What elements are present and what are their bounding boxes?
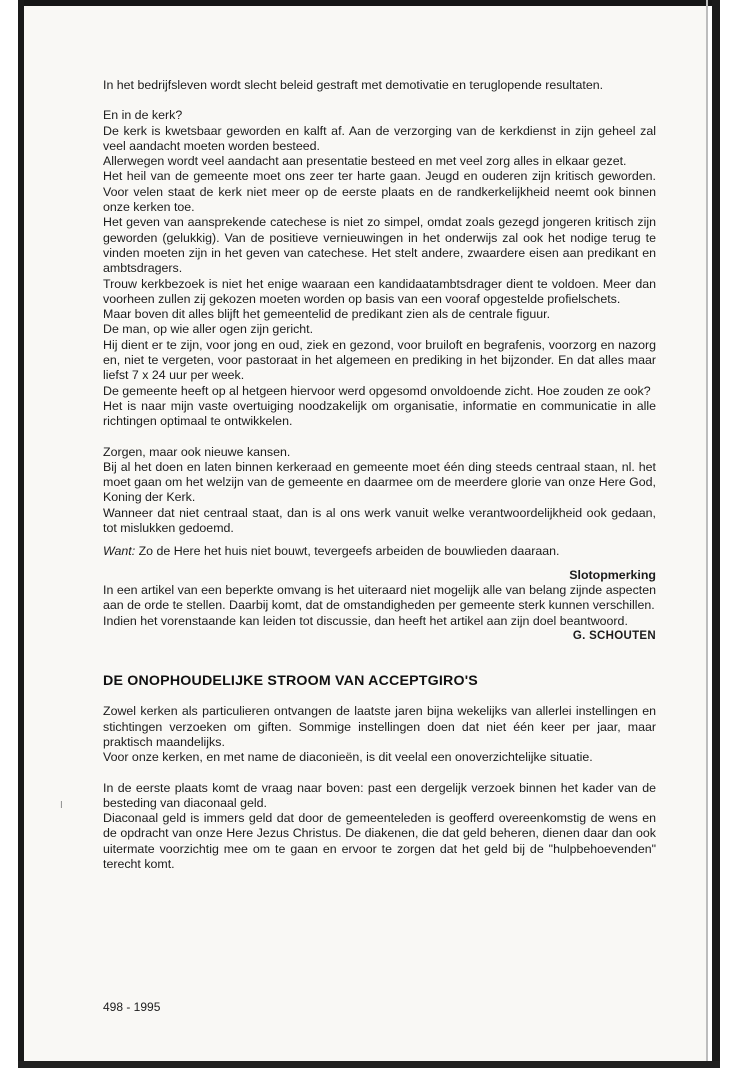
scripture-quote xyxy=(103,544,656,559)
paragraph: Bij al het doen en laten binnen kerkeraad en gemeente moet één ding steeds centraal staan, nl. het moet gaan om het welzijn van de gemeente en daarmee om de meerdere glorie van onze Here God, Koning der Kerk. xyxy=(103,459,656,505)
article-title: DE ONOPHOUDELIJKE STROOM VAN ACCEPTGIRO'S xyxy=(103,673,478,690)
paragraph: Diaconaal geld is immers geld dat door de gemeenteleden is geofferd overeenkomstig de wens en de opdracht van onze Here Jezus Christus. De diakenen, die dat geld beheren, dienen daar dan ook uitermate voorzichtig mee om te gaan en ervoor te zorgen dat het geld bij de "hulpbehoevenden" terecht komt. xyxy=(103,811,656,872)
paragraph: In de eerste plaats komt de vraag naar boven: past een dergelijk verzoek binnen het kader van de besteding van diaconaal geld. xyxy=(103,780,656,810)
paragraph: Zorgen, maar ook nieuwe kansen. xyxy=(103,444,291,459)
paragraph: Hij dient er te zijn, voor jong en oud, ziek en gezond, voor bruiloft en begrafenis, voorzorg en nazorg en, niet te vergeten, voor pastoraat in het algemeen en prediking in het bijzonder. En dat alles maar liefst 7 x 24 uur per week. xyxy=(103,337,656,383)
quote-lead: Want: xyxy=(103,544,136,559)
paragraph: Het heil van de gemeente moet ons zeer ter harte gaan. Jeugd en ouderen zijn kritisch geworden. Voor velen staat de kerk niet meer op de eerste plaats en de randkerkelijkheid neemt ook binnen onze kerken toe. xyxy=(103,169,656,215)
paragraph: Maar boven dit alles blijft het gemeentelid de predikant zien als de centrale figuur. xyxy=(103,307,551,322)
paragraph: De kerk is kwetsbaar geworden en kalft af. Aan de verzorging van de kerkdienst in zijn geheel zal veel aandacht moeten worden besteed. xyxy=(103,123,656,153)
scan-edge-right xyxy=(712,0,720,1068)
paragraph: De gemeente heeft op al hetgeen hiervoor werd opgesomd onvoldoende zicht. Hoe zouden ze ook? xyxy=(103,383,651,398)
quote-text: Zo de Here het huis niet bouwt, tevergeefs arbeiden de bouwlieden daaraan. xyxy=(135,544,560,559)
paragraph: Indien het vorenstaande kan leiden tot discussie, dan heeft het artikel aan zijn doel beantwoord. xyxy=(103,613,628,628)
closing-heading: Slotopmerking xyxy=(569,567,656,582)
paragraph: En in de kerk? xyxy=(103,108,183,123)
paragraph: Allerwegen wordt veel aandacht aan presentatie besteed en met veel zorg alles in elkaar gezet. xyxy=(103,154,627,169)
paragraph: De man, op wie aller ogen zijn gericht. xyxy=(103,322,314,337)
text-column xyxy=(103,78,656,872)
paragraph: Het is naar mijn vaste overtuiging noodzakelijk om organisatie, informatie en communicatie in alle richtingen optimaal te ontwikkelen. xyxy=(103,398,656,429)
author-signature: G. SCHOUTEN xyxy=(572,629,656,642)
paragraph: Voor onze kerken, en met name de diaconieën, is dit veelal een onoverzichtelijke situatie. xyxy=(103,750,593,765)
paragraph: In een artikel van een beperkte omvang is het uiteraard niet mogelijk alle van belang zijnde aspecten aan de orde te stellen. Daarbij komt, dat de omstandigheden per gemeente sterk kunnen verschillen. xyxy=(103,582,656,613)
scan-edge-right-shadow xyxy=(706,0,708,1068)
paragraph: Trouw kerkbezoek is niet het enige waaraan een kandidaatambtsdrager dient te voldoen. Meer dan voorheen zullen zij gekozen moeten worden op basis van een vooraf opgestelde profielschets. xyxy=(103,276,656,306)
margin-mark: I xyxy=(60,800,63,811)
paragraph: Het geven van aansprekende catechese is niet zo simpel, omdat zoals gezegd jongeren kritisch zijn geworden (gelukkig). Van de positieve vernieuwingen in het onderwijs zal ook het nodige terug te vinden moeten zijn in het geven van catechese. Het stelt andere, zwaardere eisen aan predikant en ambtsdragers. xyxy=(103,215,656,276)
scan-edge-bottom xyxy=(18,1061,720,1068)
paragraph: Zowel kerken als particulieren ontvangen de laatste jaren bijna wekelijks van allerlei instellingen en stichtingen verzoeken om giften. Sommige instellingen doen dat niet één keer per jaar, maar praktisch maandelijks. xyxy=(103,704,656,749)
paragraph: Wanneer dat niet centraal staat, dan is al ons werk vanuit welke verantwoordelijkheid ook gedaan, tot mislukken gedoemd. xyxy=(103,505,656,536)
paragraph: In het bedrijfsleven wordt slecht beleid gestraft met demotivatie en teruglopende resultaten. xyxy=(103,78,604,92)
page-number: 498 - 1995 xyxy=(103,1000,161,1014)
